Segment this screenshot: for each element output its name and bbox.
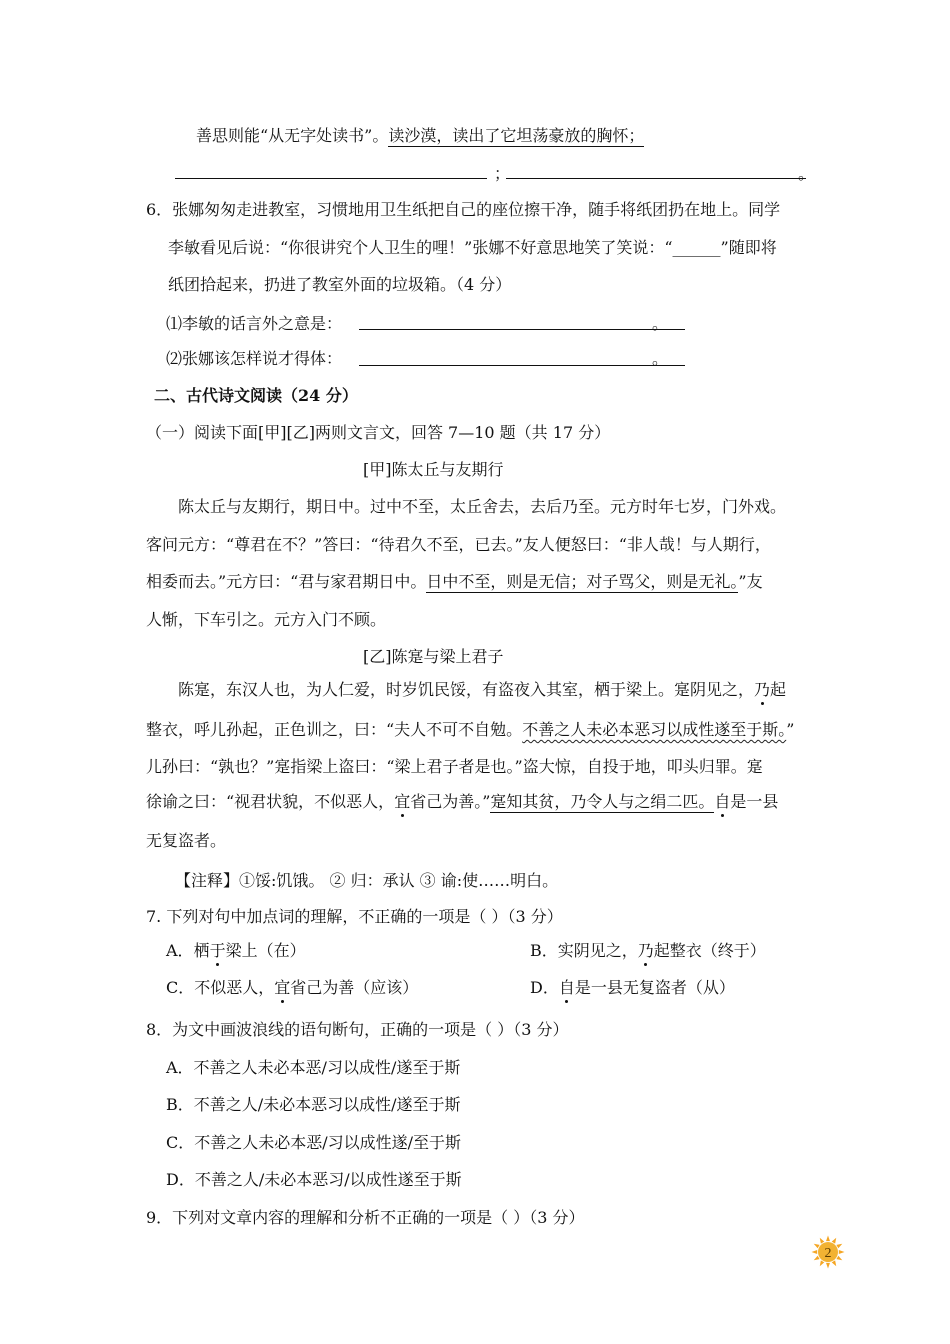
sun-ray (836, 1256, 842, 1261)
q7-a-dotted: 于 (209, 941, 226, 960)
q7-d-post: 是一县无复盗者（从） (574, 978, 735, 997)
passage-b-line-2-pre: 整衣，呼儿孙起，正色训之，曰：“夫人不可不自勉。 (146, 720, 523, 739)
q7-a-pre: A．栖 (166, 941, 210, 960)
dotted-word-zi: 自 (714, 792, 731, 811)
q6-sub2-end: 。 (652, 349, 669, 368)
passage-b-line-4-a: 徐谕之曰：“视君状貌，不似恶人， (146, 792, 395, 811)
passage-b-notes: 【注释】①馁:饥饿。 ② 归：承认 ③ 谕:使……明白。 (175, 871, 559, 890)
q7-b-post: 起整衣（终于） (653, 941, 766, 960)
section-2-heading: 二、古代诗文阅读（24 分） (154, 386, 358, 405)
passage-b-underlined-sentence: 寔知其贫，乃令人与之绢二匹。 (490, 792, 715, 811)
passage-b-line-5: 无复盗者。 (146, 831, 227, 850)
sun-ray (832, 1238, 837, 1244)
passage-b-line-4-c: 是一县 (730, 792, 779, 811)
sun-icon (811, 1235, 845, 1269)
q7-stem: 7. 下列对句中加点词的理解，不正确的一项是（ ）（3 分） (146, 907, 563, 926)
passage-a-line-3-post: ”友 (738, 572, 763, 591)
passage-a-line-3 (146, 571, 763, 593)
q5-end-mark: 。 (798, 164, 815, 183)
q7-d-pre: D． (530, 978, 559, 997)
q8-option-b[interactable]: B．不善之人/未必本恶习以成性/遂至于斯 (166, 1095, 461, 1114)
q6-sub1-label: ⑴李敏的话言外之意是： (166, 314, 343, 333)
q5-prefix: 善思则能“从无字处读书”。 (196, 126, 389, 145)
q7-option-a[interactable] (166, 940, 306, 962)
sun-ray (814, 1256, 820, 1261)
passage-a-title: [甲]陈太丘与友期行 (363, 460, 504, 479)
sun-ray (820, 1238, 825, 1244)
passage-a-line-1: 陈太丘与友期行，期日中。过中不至，太丘舍去，去后乃至。元方时年七岁，门外戏。 (178, 497, 787, 516)
q7-option-c[interactable] (166, 977, 418, 999)
q8-option-d[interactable]: D．不善之人/未必本恶习/以成性遂至于斯 (166, 1170, 462, 1189)
passage-b-line-2-post: ” (786, 720, 795, 739)
page-number-badge (811, 1235, 845, 1269)
q8-stem: 8．为文中画波浪线的语句断句，正确的一项是（ ）（3 分） (146, 1020, 569, 1039)
passage-b-line-1-post: 起 (770, 680, 787, 699)
sun-ray (814, 1244, 820, 1249)
q5-answer-blank-1[interactable] (175, 178, 487, 179)
passage-b-wavy-sentence: 不善之人未必本恶习以成性遂至于斯。 (522, 720, 787, 739)
passage-b-line-2 (146, 719, 794, 741)
passage-b-line-4 (146, 791, 778, 813)
section-2-intro: （一）阅读下面[甲][乙]两则文言文，回答 7—10 题（共 17 分） (146, 423, 611, 442)
sun-ray (812, 1250, 818, 1254)
passage-b-line-1 (178, 679, 786, 701)
q6-sub1-blank[interactable] (359, 329, 685, 330)
q6-line-1: 6．张娜匆匆走进教室，习惯地用卫生纸把自己的座位擦干净，随手将纸团扔在地上。同学 (146, 200, 781, 219)
q7-c-dotted: 宜 (274, 978, 291, 997)
passage-a-underlined-sentence: 日中不至，则是无信；对子骂父，则是无礼。 (426, 572, 739, 591)
q6-line-3: 纸团拾起来，扔进了教室外面的垃圾箱。（4 分） (168, 275, 512, 294)
sun-ray (839, 1250, 845, 1254)
q8-option-c[interactable]: C．不善之人未必本恶/习以成性遂/至于斯 (166, 1133, 462, 1152)
passage-b-line-3: 儿孙曰：“孰也？”寔指梁上盗曰：“梁上君子者是也。”盗大惊，自投于地，叩头归罪。寔 (146, 757, 763, 776)
passage-a-line-4: 人惭，下车引之。元方入门不顾。 (146, 610, 387, 629)
passage-a-line-2: 客问元方：“尊君在不？”答曰：“待君久不至，已去。”友人便怒曰：“非人哉！与人期行， (146, 535, 771, 554)
q5-underlined-example: 读沙漠，读出了它坦荡豪放的胸怀； (388, 126, 645, 145)
q8-option-a[interactable]: A．不善之人未必本恶/习以成性/遂至于斯 (166, 1058, 461, 1077)
dotted-word-nai: 乃 (754, 680, 771, 699)
sun-ray (826, 1236, 830, 1242)
q6-sub2-label: ⑵张娜该怎样说才得体： (166, 349, 343, 368)
q5-tail-line (196, 125, 644, 147)
q9-stem: 9．下列对文章内容的理解和分析不正确的一项是（ ）（3 分） (146, 1208, 585, 1227)
q7-b-pre: B．实阴见之， (530, 941, 638, 960)
passage-b-title: [乙]陈寔与梁上君子 (363, 647, 504, 666)
q7-c-post: 省己为善（应该） (290, 978, 419, 997)
q6-sub2-blank[interactable] (359, 365, 685, 366)
q7-c-pre: C．不似恶人， (166, 978, 275, 997)
q7-d-dotted: 自 (558, 978, 575, 997)
q6-line-2: 李敏看见后说：“你很讲究个人卫生的哩！”张娜不好意思地笑了笑说：“______”随即将 (168, 238, 777, 257)
page-number: 2 (824, 1246, 832, 1261)
sun-ray (832, 1260, 837, 1266)
q5-separator: ； (494, 164, 511, 183)
passage-b-line-4-b: 省己为善。” (410, 792, 491, 811)
passage-a-line-3-pre: 相委而去。”元方曰：“君与家君期日中。 (146, 572, 427, 591)
sun-ray (820, 1260, 825, 1266)
sun-ray (836, 1244, 842, 1249)
q7-option-d[interactable] (530, 977, 735, 999)
q7-option-b[interactable] (530, 940, 766, 962)
sun-ray (826, 1263, 830, 1269)
q6-sub1-end: 。 (652, 314, 669, 333)
passage-b-line-1-pre: 陈寔，东汉人也，为人仁爱，时岁饥民馁，有盗夜入其室，栖于梁上。寔阴见之， (178, 680, 755, 699)
q7-b-dotted: 乃 (637, 941, 654, 960)
q5-answer-blank-2[interactable] (506, 178, 806, 179)
dotted-word-yi: 宜 (394, 792, 411, 811)
q7-a-post: 梁上（在） (225, 941, 306, 960)
